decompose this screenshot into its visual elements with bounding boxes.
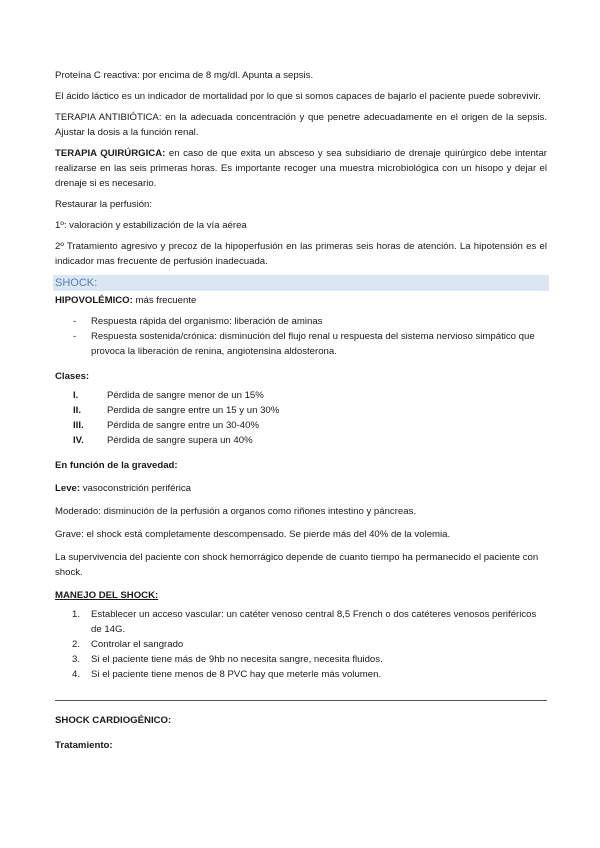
list-item: III. Pérdida de sangre entre un 30-40% <box>73 420 260 431</box>
tratamiento-heading: Tratamiento: <box>55 740 113 751</box>
shock-cardiogenico-heading: SHOCK CARDIOGÉNICO: <box>55 715 172 726</box>
gravedad-heading: En función de la gravedad: <box>55 460 178 471</box>
list-item: - Respuesta sostenida/crónica: disminución del flujo renal u respuesta del sistema nervioso simpático que provoca la liberación de renina, angiotensina aldosterona. <box>73 331 535 357</box>
paragraph-paso-2: 2º Tratamiento agresivo y precoz de la hipoperfusión en las primeras seis horas de atención. La hipotensión es el indicador mas frecuente de perfusión inadecuada. <box>55 241 547 267</box>
paragraph-terapia-antibiotica: TERAPIA ANTIBIÓTICA: en la adecuada concentración y que penetre adecuadamente en el origen de la sepsis. Ajustar la dosis a la función renal. <box>55 112 547 138</box>
terapia-quirurgica-text: en caso de que exita un absceso y sea subsidiario de drenaje quirúrgico debe intentar realizarse en las seis primeras horas. Es importante recoger una muestra microbiológica con un hisopo y dejar el drenaje si es necesario. <box>55 148 547 189</box>
clases-list <box>55 388 547 448</box>
list-item: 1. Establecer un acceso vascular: un catéter venoso central 8,5 French o dos catéteres venosos periféricos de 14G. <box>72 609 537 635</box>
list-item: 2. Controlar el sangrado <box>72 639 184 650</box>
dash-marker: - <box>73 331 77 342</box>
leve-line <box>55 481 547 496</box>
list-item: 3. Si el paciente tiene más de 9hb no necesita sangre, necesita fluidos. <box>72 654 383 665</box>
grave-line: Grave: el shock está completamente descompensado. Se pierde más del 40% de la volemia. <box>55 529 451 540</box>
paragraph-terapia-quirurgica <box>55 146 547 191</box>
document-page <box>55 68 547 759</box>
list-item: - Respuesta rápida del organismo: liberación de aminas <box>73 316 323 327</box>
hipovolemico-text: más frecuente <box>132 295 197 306</box>
supervivencia-paragraph: La supervivencia del paciente con shock hemorrágico depende de cuanto tiempo ha permanecido el paciente con shock. <box>55 552 539 578</box>
leve-text: vasoconstrición periférica <box>80 483 191 494</box>
terapia-quirurgica-label: TERAPIA QUIRÚRGICA: <box>55 148 166 159</box>
clases-heading: Clases: <box>55 371 90 382</box>
manejo-heading: MANEJO DEL SHOCK: <box>55 590 159 601</box>
list-item: I. Pérdida de sangre menor de un 15% <box>73 390 264 401</box>
paragraph-paso-1: 1º: valoración y estabilización de la vía aérea <box>55 220 247 231</box>
shock-heading: SHOCK: <box>53 275 549 291</box>
moderado-line: Moderado: disminución de la perfusión a organos como riñones intestino y páncreas. <box>55 506 417 517</box>
dash-marker: - <box>73 316 77 327</box>
paragraph-restaurar: Restaurar la perfusión: <box>55 199 153 210</box>
list-item: II. Perdida de sangre entre un 15 y un 30% <box>73 405 280 416</box>
respuesta-list <box>55 314 547 359</box>
leve-label: Leve: <box>55 483 81 494</box>
manejo-list <box>55 607 547 682</box>
list-item: 4. Si el paciente tiene menos de 8 PVC hay que meterle más volumen. <box>72 669 382 680</box>
hipovolemico-label: HIPOVOLÉMICO: <box>55 295 133 306</box>
horizontal-divider <box>55 700 547 701</box>
paragraph-acido-lactico: El ácido láctico es un indicador de mortalidad por lo que si somos capaces de bajarlo el paciente puede sobrevivir. <box>55 91 541 102</box>
hipovolemico-line <box>55 293 547 308</box>
list-item: IV. Pérdida de sangre supera un 40% <box>73 435 253 446</box>
paragraph-proteina: Proteína C reactiva: por encima de 8 mg/dl. Apunta a sepsis. <box>55 70 314 81</box>
